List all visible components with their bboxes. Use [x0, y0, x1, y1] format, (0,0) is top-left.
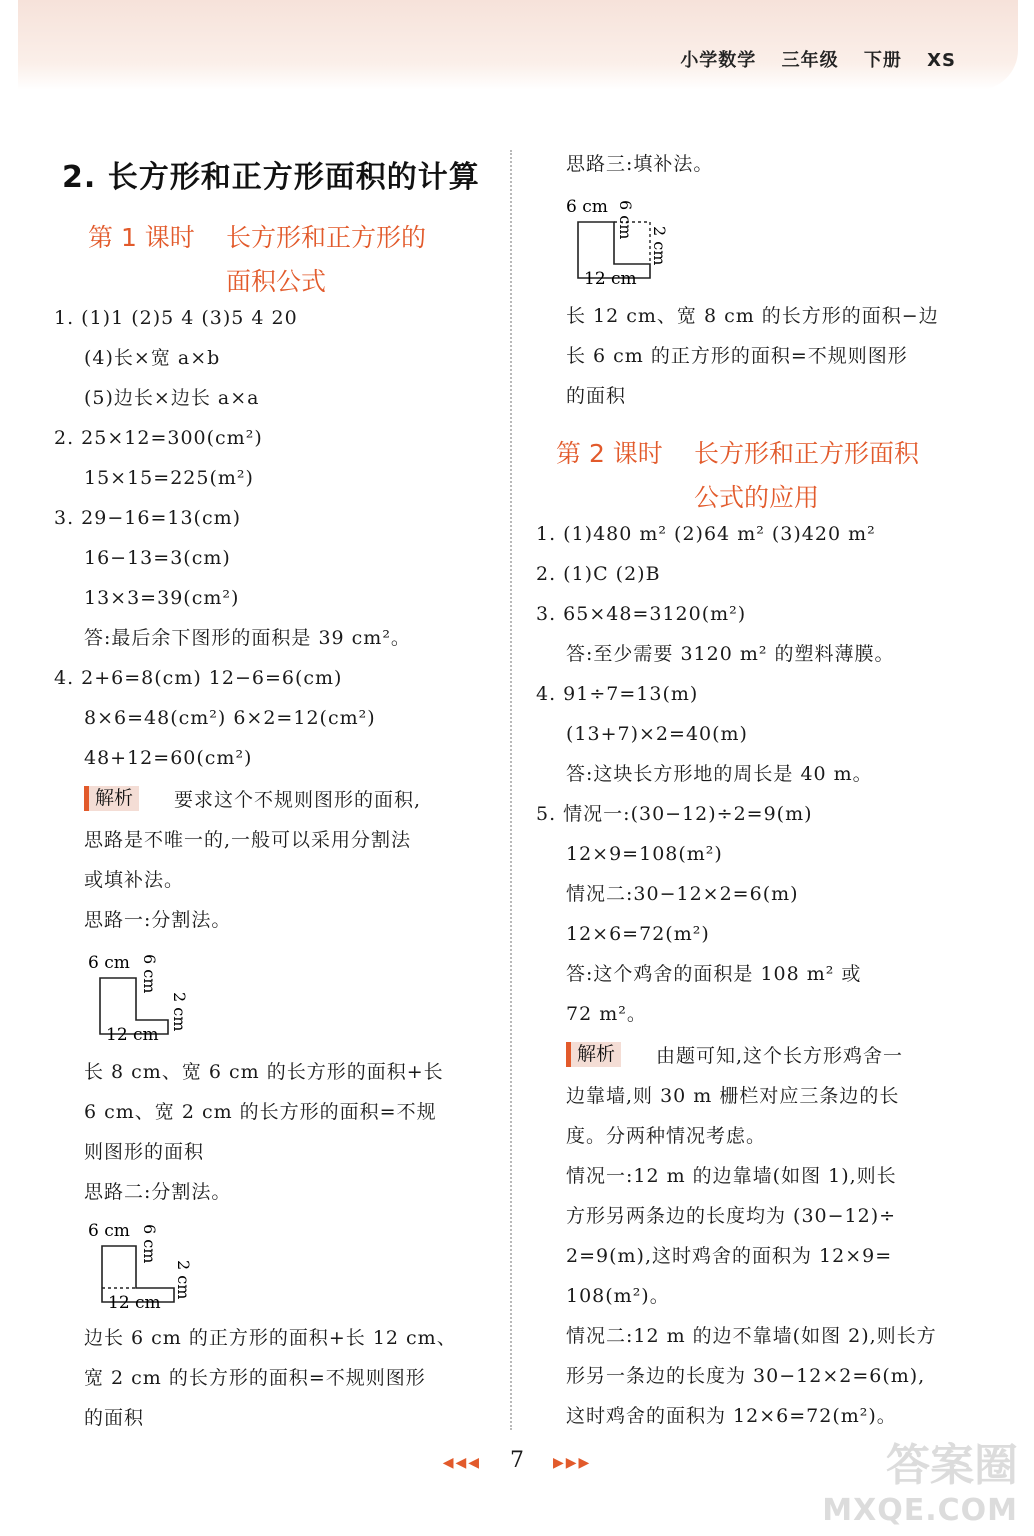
- answer-line: 4. 91÷7=13(m): [536, 683, 699, 705]
- header-edition: XS: [927, 50, 956, 71]
- analysis-line: 长 12 cm、宽 8 cm 的长方形的面积−边: [566, 305, 939, 327]
- analysis-line: 度。分两种情况考虑。: [566, 1125, 767, 1147]
- fig-label-bottom: 12 cm: [106, 1025, 159, 1045]
- analysis-line: 情况二:12 m 的边不靠墙(如图 2),则长方: [566, 1325, 937, 1347]
- analysis-line: 思路三:填补法。: [566, 153, 714, 175]
- analysis-line: 2=9(m),这时鸡舍的面积为 12×9=: [566, 1245, 893, 1267]
- answer-line: 16−13=3(cm): [84, 547, 231, 569]
- section-title: 2. 长方形和正方形面积的计算: [62, 160, 480, 195]
- lesson1-name-line2: 面积公式: [226, 267, 327, 296]
- analysis-line: 长 6 cm 的正方形的面积=不规则图形: [566, 345, 908, 367]
- answer-line: 1. (1)1 (2)5 4 (3)5 4 20: [54, 307, 298, 329]
- answer-line: 72 m²。: [566, 1003, 647, 1025]
- answer-line: 2. 25×12=300(cm²): [54, 427, 263, 449]
- analysis-line: 要求这个不规则图形的面积,: [174, 789, 422, 811]
- fig-label-top: 6 cm: [88, 953, 130, 973]
- answer-line: 5. 情况一:(30−12)÷2=9(m): [536, 803, 813, 825]
- prev-arrows-icon: ◀◀◀: [442, 1455, 481, 1471]
- answer-line: 2. (1)C (2)B: [536, 563, 661, 585]
- answer-line: 答:最后余下图形的面积是 39 cm²。: [84, 627, 411, 649]
- analysis-line: 的面积: [566, 385, 627, 407]
- header-volume: 下册: [863, 50, 902, 71]
- figure-split-1: [84, 948, 204, 1046]
- watermark-line2: MXQE.COM: [822, 1493, 1018, 1528]
- analysis-line: 边靠墙,则 30 m 栅栏对应三条边的长: [566, 1085, 900, 1107]
- answer-line: 3. 65×48=3120(m²): [536, 603, 747, 625]
- answer-line: 8×6=48(cm²) 6×2=12(cm²): [84, 707, 376, 729]
- answer-line: 13×3=39(cm²): [84, 587, 240, 609]
- analysis-tag: 解析: [566, 1042, 621, 1067]
- lesson1-label: 第 1 课时: [88, 223, 195, 252]
- answer-line: 12×9=108(m²): [566, 843, 723, 865]
- figure-fill: [562, 192, 682, 290]
- fig-label-top: 6 cm: [566, 197, 608, 217]
- answer-line: 12×6=72(m²): [566, 923, 710, 945]
- page-number: 7: [510, 1448, 524, 1473]
- lesson1-name-line1: 长方形和正方形的: [226, 223, 427, 252]
- fig-label-bottom: 12 cm: [584, 269, 637, 289]
- answer-line: 4. 2+6=8(cm) 12−6=6(cm): [54, 667, 343, 689]
- header-subject: 小学数学: [680, 50, 757, 71]
- fig-label-right-outer: 2 cm: [170, 992, 189, 1032]
- analysis-line: 边长 6 cm 的正方形的面积+长 12 cm、: [84, 1327, 457, 1349]
- analysis-line: 108(m²)。: [566, 1285, 670, 1307]
- analysis-line: 由题可知,这个长方形鸡舍一: [656, 1045, 904, 1067]
- analysis-line: 6 cm、宽 2 cm 的长方形的面积=不规: [84, 1101, 437, 1123]
- answer-line: (5)边长×边长 a×a: [84, 387, 260, 409]
- answer-line: (4)长×宽 a×b: [84, 347, 221, 369]
- fig-label-right-inner: 6 cm: [616, 200, 635, 240]
- fig-label-right-inner: 6 cm: [140, 954, 159, 994]
- answer-line: 答:这个鸡舍的面积是 108 m² 或: [566, 963, 862, 985]
- answer-line: 3. 29−16=13(cm): [54, 507, 242, 529]
- answer-line: 15×15=225(m²): [84, 467, 254, 489]
- analysis-line: 思路是不唯一的,一般可以采用分割法: [84, 829, 412, 851]
- analysis-line: 或填补法。: [84, 869, 185, 891]
- analysis-line: 思路一:分割法。: [84, 909, 232, 931]
- analysis-line: 宽 2 cm 的长方形的面积=不规则图形: [84, 1367, 426, 1389]
- lesson2-label: 第 2 课时: [556, 439, 663, 468]
- watermark-line1: 答案圈: [886, 1440, 1018, 1491]
- analysis-line: 方形另两条边的长度均为 (30−12)÷: [566, 1205, 897, 1227]
- header-grade: 三年级: [781, 50, 839, 71]
- analysis-line: 情况一:12 m 的边靠墙(如图 1),则长: [566, 1165, 897, 1187]
- column-divider: [510, 150, 512, 1430]
- answer-line: 情况二:30−12×2=6(m): [566, 883, 799, 905]
- lesson2-name-line2: 公式的应用: [694, 483, 820, 512]
- next-arrows-icon: ▶▶▶: [553, 1455, 592, 1471]
- book-header: [662, 46, 956, 72]
- fig-label-right-inner: 6 cm: [140, 1224, 159, 1264]
- fig-label-right-outer: 2 cm: [174, 1260, 193, 1300]
- answer-line: 答:至少需要 3120 m² 的塑料薄膜。: [566, 643, 895, 665]
- analysis-line: 这时鸡舍的面积为 12×6=72(m²)。: [566, 1405, 897, 1427]
- watermark: [822, 1429, 1018, 1528]
- fig-label-bottom: 12 cm: [108, 1293, 161, 1313]
- analysis-line: 形另一条边的长度为 30−12×2=6(m),: [566, 1365, 926, 1387]
- fig-label-top: 6 cm: [88, 1221, 130, 1241]
- header-band: [18, 0, 1018, 90]
- analysis-tag: 解析: [84, 786, 139, 811]
- fig-label-right-outer: 2 cm: [650, 226, 669, 266]
- analysis-line: 思路二:分割法。: [84, 1181, 232, 1203]
- lesson2-name-line1: 长方形和正方形面积: [694, 439, 920, 468]
- answer-line: 48+12=60(cm²): [84, 747, 253, 769]
- answer-line: 答:这块长方形地的周长是 40 m。: [566, 763, 873, 785]
- analysis-line: 则图形的面积: [84, 1141, 205, 1163]
- analysis-line: 长 8 cm、宽 6 cm 的长方形的面积+长: [84, 1061, 444, 1083]
- figure-split-2: [84, 1216, 204, 1314]
- answer-line: (13+7)×2=40(m): [566, 723, 748, 745]
- answer-line: 1. (1)480 m² (2)64 m² (3)420 m²: [536, 523, 876, 545]
- analysis-line: 的面积: [84, 1407, 145, 1429]
